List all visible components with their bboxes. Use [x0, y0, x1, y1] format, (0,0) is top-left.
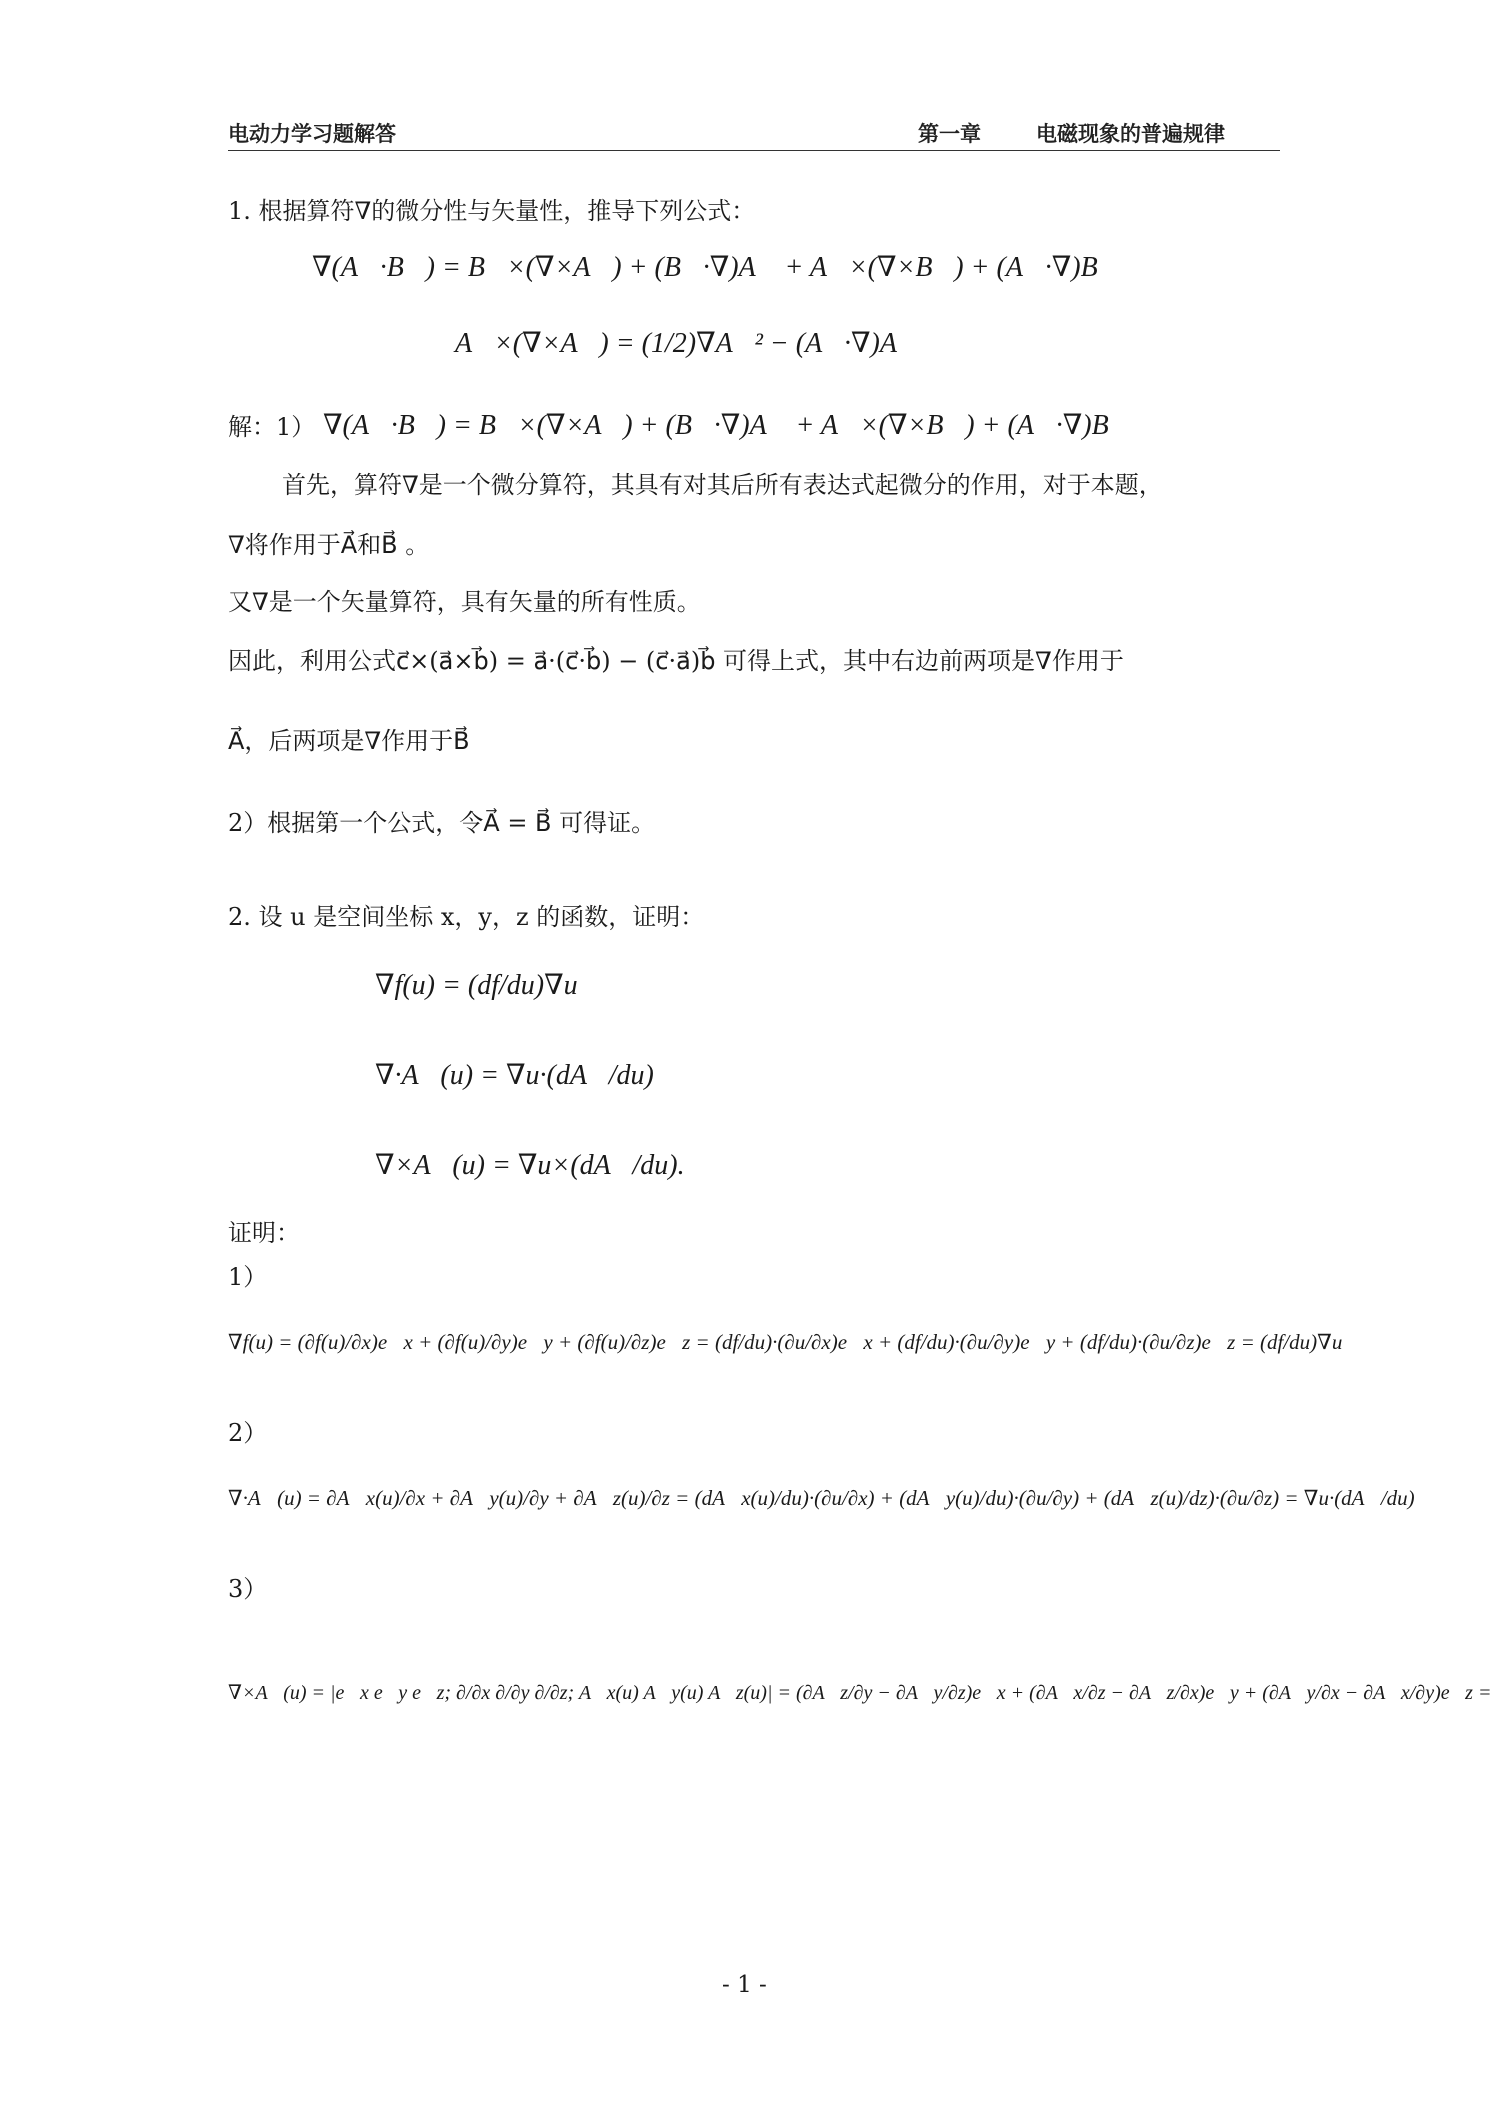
solution-paragraph-1: 首先，算符∇是一个微分算符，其具有对其后所有表达式起微分的作用，对于本题，: [282, 471, 1163, 499]
proof-label: 证明：: [228, 1219, 300, 1247]
proof-step-2-formula: ∇·A⃗(u) = ∂A⃗x(u)/∂x + ∂A⃗y(u)/∂y + ∂A⃗z(u)/∂z = (dA⃗x(u)/du)·(∂u/∂x) + (dA⃗y(u)/du)·(∂u/∂y) + (dA⃗z(u)/dz)·(∂u/∂z) = ∇u·(dA⃗/du): [228, 1486, 1415, 1510]
proof-step-2-label: 2）: [228, 1419, 268, 1447]
problem1-prompt: 1. 根据算符∇的微分性与矢量性，推导下列公式：: [228, 197, 756, 225]
solution-paragraph-2: ∇将作用于A⃗和B⃗ 。: [228, 531, 430, 559]
problem2-formula-1: ∇f(u) = (df/du)∇u: [375, 970, 578, 1001]
proof-step-3-formula: ∇×A⃗(u) = |e⃗x e⃗y e⃗z; ∂/∂x ∂/∂y ∂/∂z; A⃗x(u) A⃗y(u) A⃗z(u)| = (∂A⃗z/∂y − ∂A⃗y/∂z)e⃗x + (∂A⃗x/∂z − ∂A⃗z/∂x)e⃗y + (∂A⃗y/∂x − ∂A⃗x/∂y)e⃗z =: [228, 1682, 1492, 1704]
proof-step-1-label: 1）: [228, 1263, 268, 1291]
header-chapter-number: 第一章: [918, 122, 981, 146]
problem1-formula-1: ∇(A⃗·B⃗) = B⃗×(∇×A⃗) + (B⃗·∇)A⃗ + A⃗×(∇×B⃗) + (A⃗·∇)B⃗: [312, 252, 1120, 283]
problem1-formula-2: A⃗×(∇×A⃗) = (1/2)∇A⃗² − (A⃗·∇)A⃗: [455, 328, 919, 359]
problem2-prompt: 2. 设 u 是空间坐标 x，y，z 的函数，证明：: [228, 903, 705, 931]
solution-paragraph-3: 又∇是一个矢量算符，具有矢量的所有性质。: [228, 588, 701, 616]
proof-step-1-formula: ∇f(u) = (∂f(u)/∂x)e⃗x + (∂f(u)/∂y)e⃗y + (∂f(u)/∂z)e⃗z = (df/du)·(∂u/∂x)e⃗x + (df/du)·(∂u/∂y)e⃗y + (df/du)·(∂u/∂z)e⃗z = (df/du)∇u: [228, 1330, 1343, 1354]
solution-label: 解：1）: [228, 413, 316, 441]
problem2-formula-3: ∇×A⃗(u) = ∇u×(dA⃗/du).: [375, 1150, 685, 1181]
proof-step-3-label: 3）: [228, 1575, 268, 1603]
solution-paragraph-5: A⃗，后两项是∇作用于B⃗: [228, 727, 470, 755]
header-rule: [228, 150, 1280, 151]
header-chapter-title: 电磁现象的普遍规律: [1036, 122, 1225, 146]
problem2-formula-2: ∇·A⃗(u) = ∇u·(dA⃗/du): [375, 1060, 654, 1091]
solution-paragraph-6: 2）根据第一个公式，令A⃗ = B⃗ 可得证。: [228, 809, 656, 837]
solution-formula: ∇(A⃗·B⃗) = B⃗×(∇×A⃗) + (B⃗·∇)A⃗ + A⃗×(∇×B⃗) + (A⃗·∇)B⃗: [323, 410, 1131, 441]
solution-paragraph-4: 因此，利用公式c⃗×(a⃗×b⃗) = a⃗·(c⃗·b⃗) − (c⃗·a⃗)b⃗ 可得上式，其中右边前两项是∇作用于: [228, 647, 1124, 675]
page-number: - 1 -: [722, 1972, 767, 1998]
header-book-title: 电动力学习题解答: [228, 122, 396, 146]
